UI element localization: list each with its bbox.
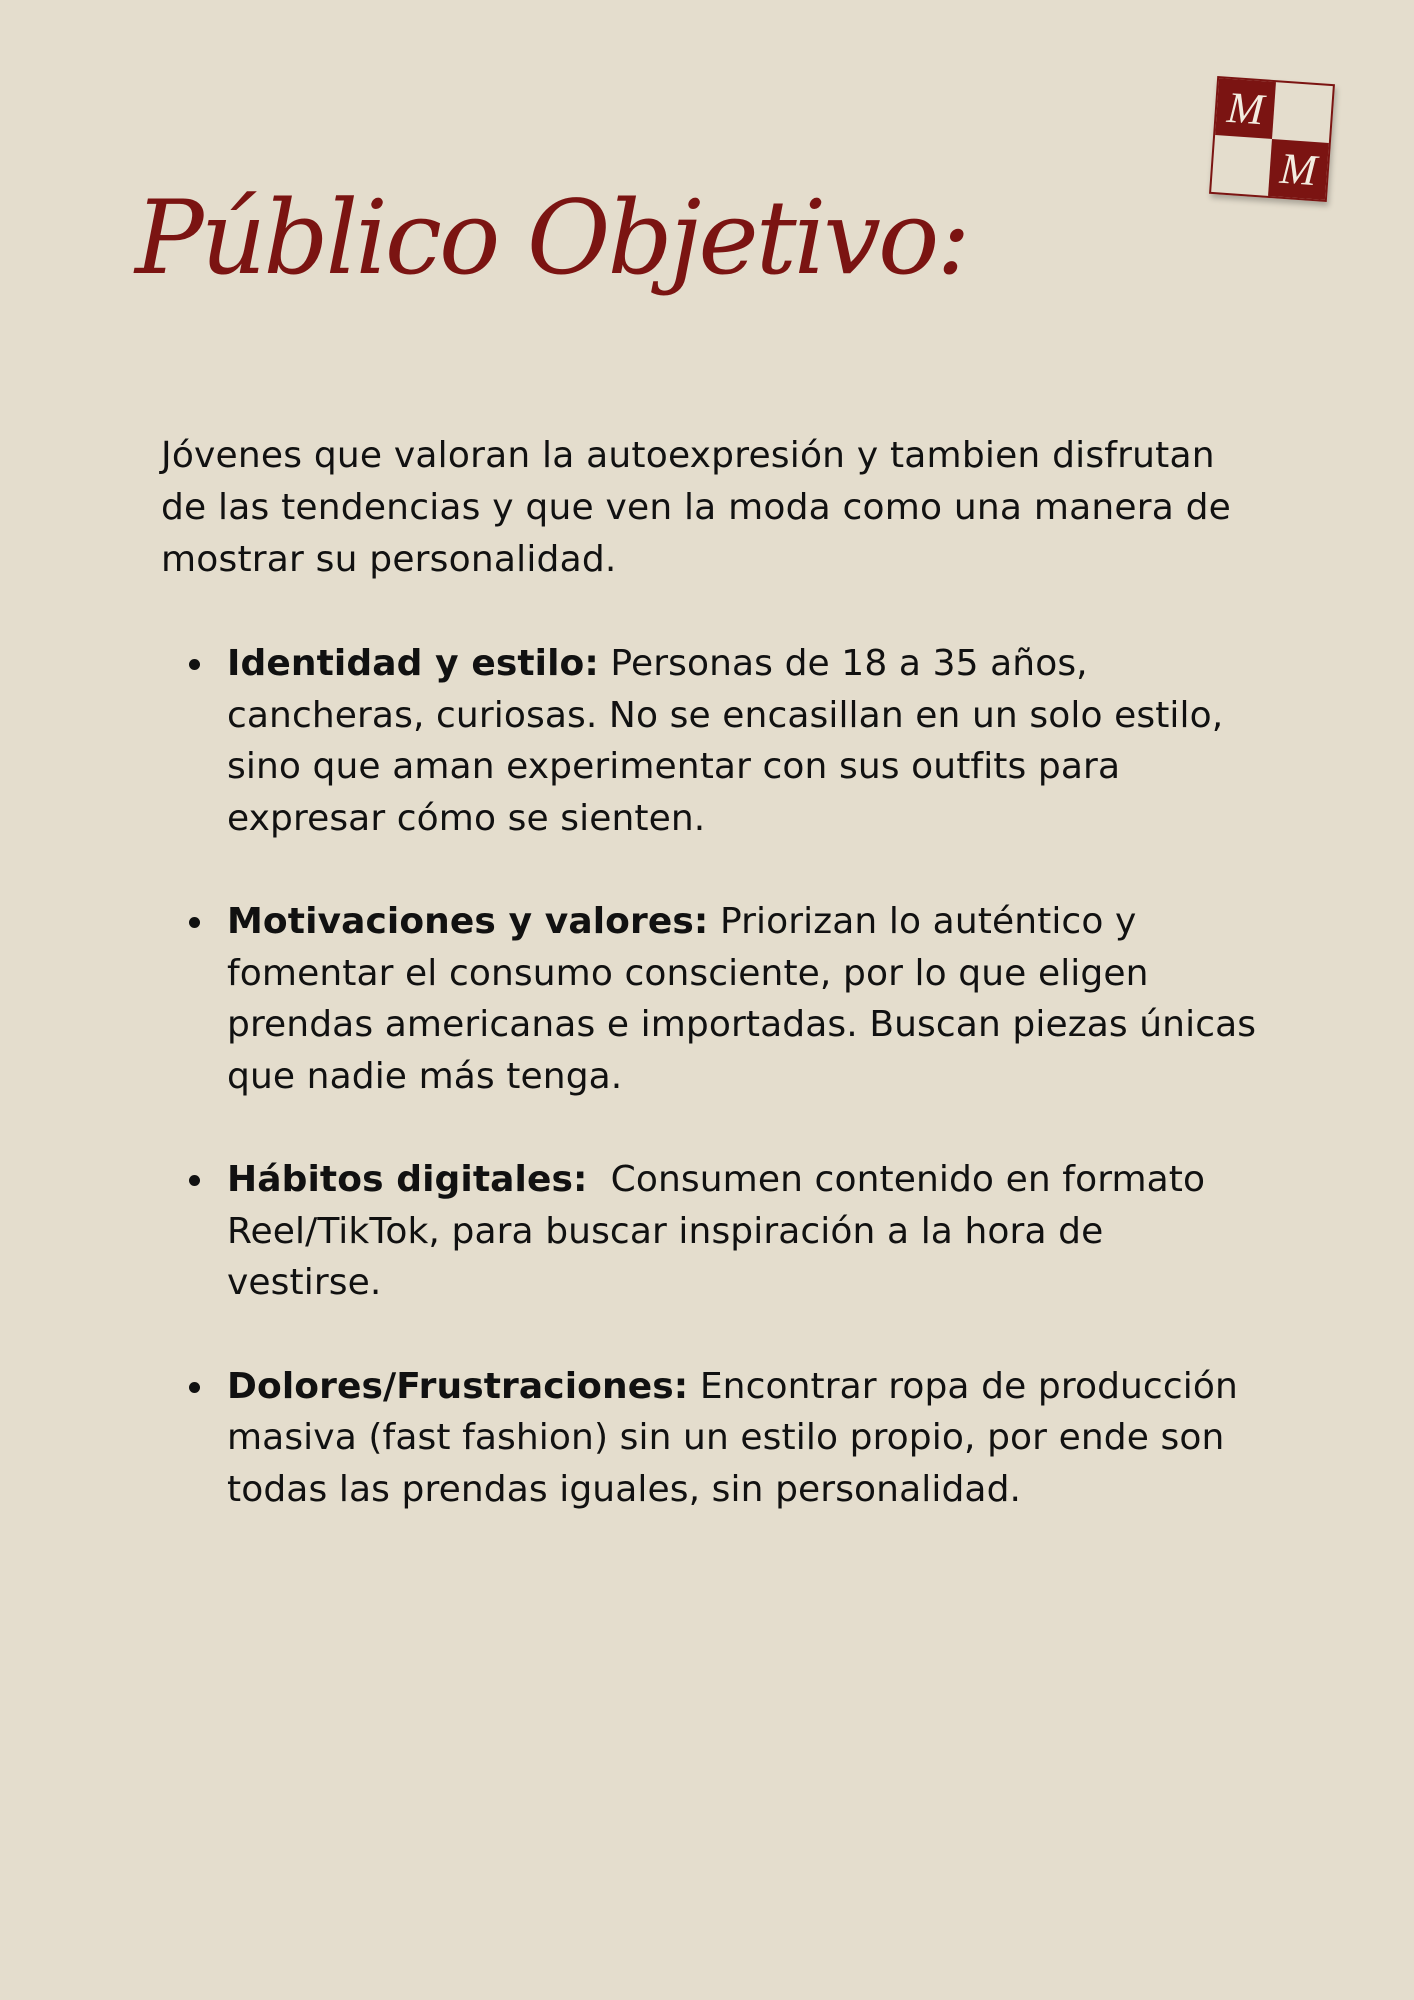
bullet-label: Hábitos digitales: xyxy=(227,1159,588,1200)
brand-logo xyxy=(1209,76,1335,202)
bullet-motivations-values xyxy=(185,896,1265,1102)
logo-letter-top: M xyxy=(1225,82,1266,134)
bullet-label: Dolores/Frustraciones: xyxy=(227,1365,689,1407)
bullet-dot xyxy=(189,917,200,928)
bullet-text: Personas de 18 a 35 años, cancheras, curiosas. No se encasillan en un solo estilo, sino que aman experimentar con sus outfits para expresar cómo se sienten. xyxy=(227,643,1224,839)
bullet-dot xyxy=(189,659,200,670)
bullet-dot xyxy=(189,1382,200,1393)
bullet-label: Identidad y estilo: xyxy=(227,643,599,684)
bullet-identity-style xyxy=(185,638,1265,844)
page-title: Público Objetivo: xyxy=(135,179,968,298)
bullet-text: Priorizan lo auténtico y fomentar el consumo consciente, por lo que eligen prendas americanas e importadas. Buscan piezas únicas que nadie más tenga. xyxy=(227,901,1257,1097)
bullet-digital-habits xyxy=(185,1154,1265,1309)
logo-cell-bottom-right xyxy=(1268,139,1329,200)
logo-cell-top-right xyxy=(1272,82,1333,143)
bullet-dot xyxy=(189,1175,200,1186)
bullet-label: Motivaciones y valores: xyxy=(227,901,709,942)
audience-bullet-list xyxy=(185,638,1265,1567)
bullet-text: Consumen contenido en formato Reel/TikTok, para buscar inspiración a la hora de vestirse. xyxy=(227,1159,1217,1303)
intro-paragraph: Jóvenes que valoran la autoexpresión y tambien disfrutan de las tendencias y que ven la moda como una manera de mostrar su personalidad. xyxy=(161,435,1232,580)
bullet-text: Encontrar ropa de producción masiva (fast fashion) sin un estilo propio, por ende son todas las prendas iguales, sin personalidad. xyxy=(227,1365,1238,1510)
logo-letter-bottom: M xyxy=(1278,143,1319,195)
logo-cell-top-left xyxy=(1215,78,1276,139)
bullet-pains-frustrations xyxy=(185,1361,1265,1516)
logo-cell-bottom-left xyxy=(1211,135,1272,196)
